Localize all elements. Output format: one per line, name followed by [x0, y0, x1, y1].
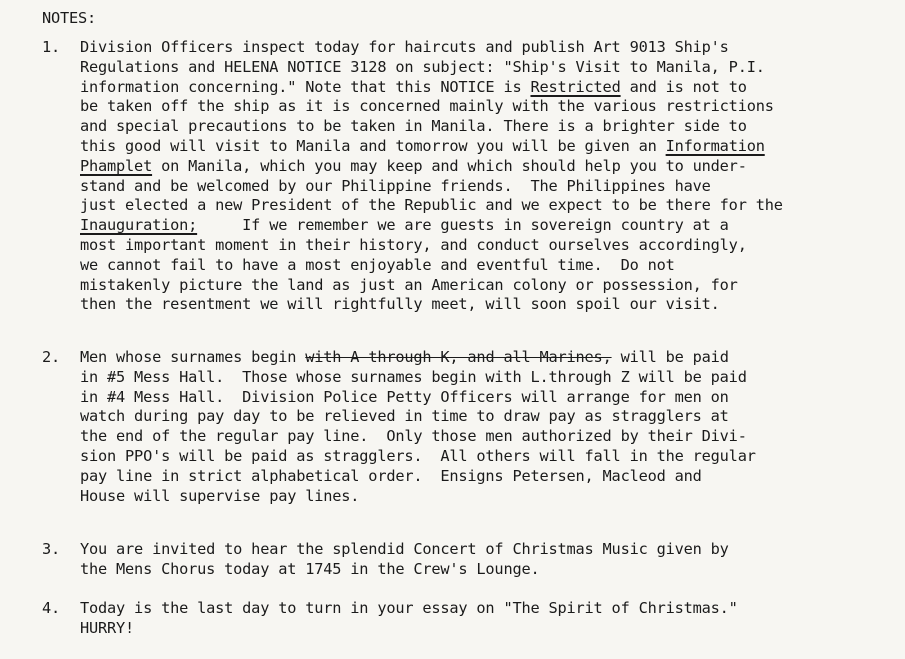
- note-line: mistakenly picture the land as just an American colony or possession, for: [80, 275, 738, 294]
- note-text: If we remember we are guests in sovereign country at a: [197, 216, 729, 235]
- note-text: will be paid: [611, 348, 729, 366]
- note-line: HURRY!: [80, 618, 135, 637]
- note-line: [80, 157, 892, 177]
- note-line: stand and be welcomed by our Philippine friends. The Philippines have: [80, 176, 711, 195]
- note-line: pay line in strict alphabetical order. Ensigns Petersen, Macleod and: [80, 466, 702, 485]
- note-line: House will supervise pay lines.: [80, 486, 360, 505]
- note-line: then the resentment we will rightfully meet, will soon spoil our visit.: [80, 295, 720, 314]
- note-line: Regulations and HELENA NOTICE 3128 on subject: "Ship's Visit to Manila, P.I.: [80, 57, 765, 76]
- inauguration-word: Inauguration;: [80, 216, 198, 235]
- note-line: we cannot fail to have a most enjoyable and eventful time. Do not: [80, 255, 675, 274]
- note-body: [80, 348, 892, 506]
- note-text: on Manila, which you may keep and which should help you to under-: [152, 156, 747, 175]
- note-number: 2.: [42, 348, 61, 366]
- note-line: Division Officers inspect today for haircuts and publish Art 9013 Ship's: [80, 38, 729, 56]
- restricted-word: Restricted: [530, 77, 621, 96]
- note-line: [80, 348, 892, 368]
- note-line: You are invited to hear the splendid Concert of Christmas Music given by: [80, 540, 729, 558]
- note-line: in #4 Mess Hall. Division Police Petty Officers will arrange for men on: [80, 387, 729, 406]
- struck-text: with A through K, and all Marines,: [305, 348, 612, 366]
- note-line: the end of the regular pay line. Only those men authorized by their Divi-: [80, 427, 747, 446]
- note-line: just elected a new President of the Republic and we expect to be there for the: [80, 196, 783, 215]
- note-number: 1.: [42, 38, 61, 56]
- note-number: 3.: [42, 540, 61, 558]
- note-text: Men whose surnames begin: [80, 348, 306, 366]
- note-body: [80, 38, 892, 315]
- note-body: [80, 599, 892, 639]
- note-line: [80, 137, 892, 157]
- note-line: [80, 216, 892, 236]
- note-line: most important moment in their history, and conduct ourselves accordingly,: [80, 235, 747, 254]
- note-line: be taken off the ship as it is concerned mainly with the various restrictions: [80, 97, 774, 116]
- information-word: Information: [665, 136, 765, 155]
- note-line: watch during pay day to be relieved in time to draw pay as stragglers at: [80, 407, 729, 426]
- note-line: the Mens Chorus today at 1745 in the Crew's Lounge.: [80, 559, 540, 578]
- note-text: this good will visit to Manila and tomorrow you will be given an: [80, 136, 666, 155]
- note-line: in #5 Mess Hall. Those whose surnames begin with L.through Z will be paid: [80, 367, 747, 386]
- note-line: sion PPO's will be paid as stragglers. All others will fall in the regular: [80, 446, 756, 465]
- note-number: 4.: [42, 599, 61, 617]
- note-line: [80, 78, 892, 98]
- note-body: [80, 540, 892, 580]
- phamplet-word: Phamplet: [80, 156, 153, 175]
- note-text: information concerning." Note that this NOTICE is: [80, 77, 531, 96]
- note-line: Today is the last day to turn in your essay on "The Spirit of Christmas.": [80, 599, 738, 617]
- note-line: and special precautions to be taken in Manila. There is a brighter side to: [80, 117, 747, 136]
- notes-heading: NOTES:: [42, 9, 97, 27]
- note-text: and is not to: [629, 77, 747, 96]
